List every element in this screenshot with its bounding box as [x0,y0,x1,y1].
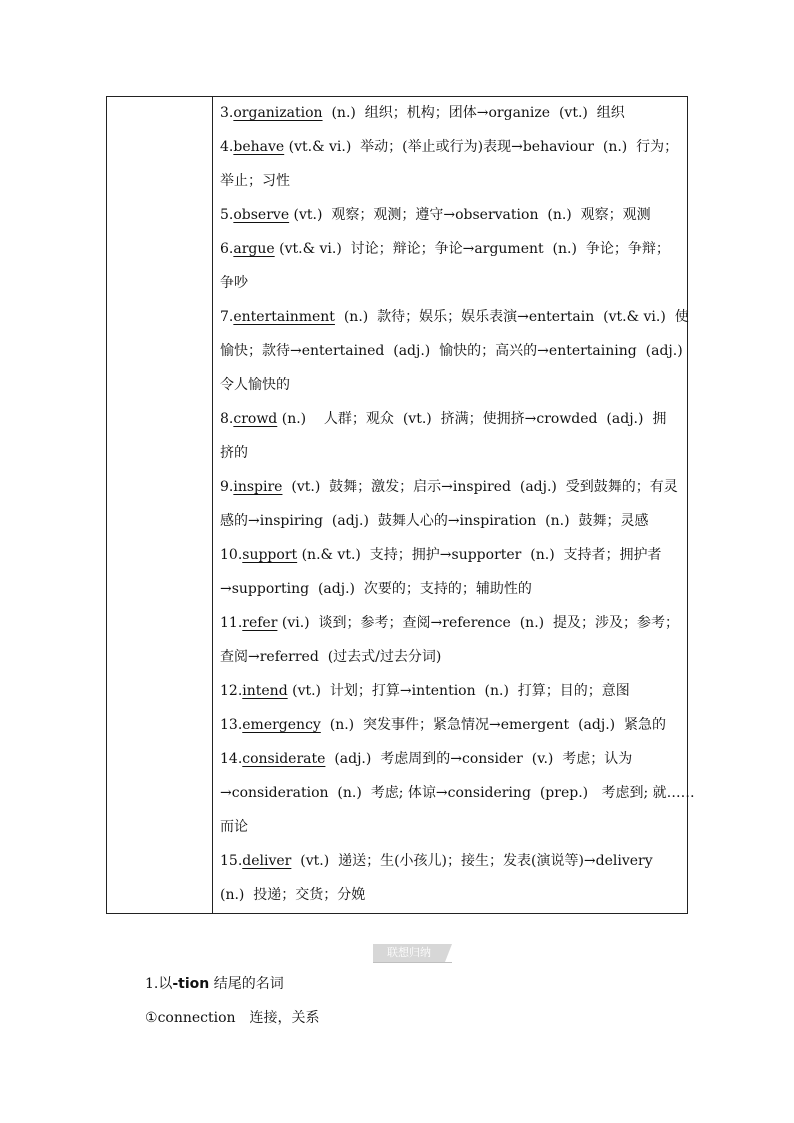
vocab-line [220,810,686,844]
vocab-line [220,198,686,232]
entry-text: (n.) 款待；娱乐；娱乐表演→entertain (vt.& vi.) 使 [334,309,689,325]
entry-text: (vt.) 观察；观测；遵守→observation (n.) 观察；观测 [289,207,651,223]
entry-text: (n.) 突发事件；紧急情况→emergent (adj.) 紧急的 [320,717,667,733]
vocab-line [220,164,686,198]
entry-text: →supporting (adj.) 次要的；支持的；辅助性的 [220,581,532,597]
vocab-line [220,470,686,504]
entry-text: (vt.& vi.) 举动；(举止或行为)表现→behaviour (n.) 行为； [284,139,679,155]
vocab-line [220,742,686,776]
headword: considerate [242,751,326,767]
headword: crowd [233,411,278,427]
vocab-line [220,844,686,878]
headword: deliver [242,853,292,869]
vocab-line [220,130,686,164]
headword: intend [242,683,288,699]
vocab-line [220,776,695,810]
section-number: 1.以 [145,976,173,992]
entry-number: 5. [220,207,234,223]
vocab-line [220,436,686,470]
entry-text: 举止；习性 [220,173,290,189]
headword: refer [242,615,278,631]
entry-text: (adj.) 考虑周到的→consider (v.) 考虑；认为 [325,751,633,767]
vocab-line [220,572,686,606]
vocab-line [220,708,686,742]
vocab-line [220,368,686,402]
headword: entertainment [233,309,335,325]
section-tag: 联想归纳 [373,944,445,962]
entry-number: 11. [220,615,243,631]
entry-number: 3. [220,105,234,121]
entry-number: 4. [220,139,234,155]
entry-text: 感的→inspiring (adj.) 鼓舞人心的→inspiration (n.) 鼓舞；灵感 [220,513,649,529]
entry-text: (vt.) 计划；打算→intention (n.) 打算；目的；意图 [287,683,630,699]
headword: support [242,547,298,563]
tag-underline [373,962,452,963]
vocab-line [220,334,686,368]
entry-text: (n.) 组织；机构；团体→organize (vt.) 组织 [322,105,625,121]
entry-number: 6. [220,241,234,257]
headword: observe [233,207,290,223]
tag-decoration [445,944,452,962]
entry-number: 7. [220,309,234,325]
vocab-line [220,606,686,640]
entry-number: 10. [220,547,243,563]
entry-number: 8. [220,411,234,427]
entry-text: (vt.) 鼓舞；激发；启示→inspired (adj.) 受到鼓舞的；有灵 [282,479,678,495]
vocab-line [220,674,686,708]
example-item [145,1006,320,1030]
entry-number: 12. [220,683,243,699]
entry-text: 令人愉快的 [220,377,290,393]
entry-text: (vt.& vi.) 讨论；辩论；争论→argument (n.) 争论；争辩； [274,241,670,257]
example-word: connection [157,1010,236,1026]
entry-text: (n.& vt.) 支持；拥护→supporter (n.) 支持者；拥护者 [297,547,662,563]
headword: emergency [242,717,321,733]
entry-text: (n.) 投递；交货；分娩 [220,887,366,903]
entry-number: 9. [220,479,234,495]
entry-text: (vi.) 谈到；参考；查阅→reference (n.) 提及；涉及；参考； [277,615,680,631]
headword: inspire [233,479,283,495]
entry-number: 14. [220,751,243,767]
vocab-line [220,878,686,912]
entry-text: (n.) 人群；观众 (vt.) 挤满；使拥挤→crowded (adj.) 拥 [277,411,667,427]
vocab-line [220,402,686,436]
entry-number: 15. [220,853,243,869]
vocab-line [220,504,686,538]
vocab-line [220,96,686,130]
vocab-line [220,300,689,334]
entry-text: 挤的 [220,445,248,461]
vocab-line [220,640,686,674]
entry-number: 13. [220,717,243,733]
vocab-line [220,232,686,266]
vocab-line [220,538,686,572]
section-suffix: -tion [172,976,210,992]
section-heading [145,972,284,996]
entry-text: →consideration (n.) 考虑; 体谅→considering (prep.) 考虑到; 就…… [220,785,695,801]
entry-text: 愉快；款待→entertained (adj.) 愉快的；高兴的→entertaining (adj.) [220,343,683,359]
vocab-line [220,266,686,300]
entry-text: 而论 [220,819,248,835]
section-title: 结尾的名词 [209,976,284,992]
headword: argue [233,241,275,257]
table-left-cell [107,97,213,913]
vocabulary-table [106,96,695,914]
entry-text: 争吵 [220,275,248,291]
vocabulary-list [220,96,695,912]
headword: behave [233,139,285,155]
headword: organization [233,105,323,121]
entry-text: 查阅→referred (过去式/过去分词) [220,649,442,665]
example-marker: ① [145,1010,158,1026]
example-meaning: 连接，关系 [249,1010,320,1026]
entry-text: (vt.) 递送；生(小孩儿)；接生；发表(演说等)→delivery [291,853,653,869]
